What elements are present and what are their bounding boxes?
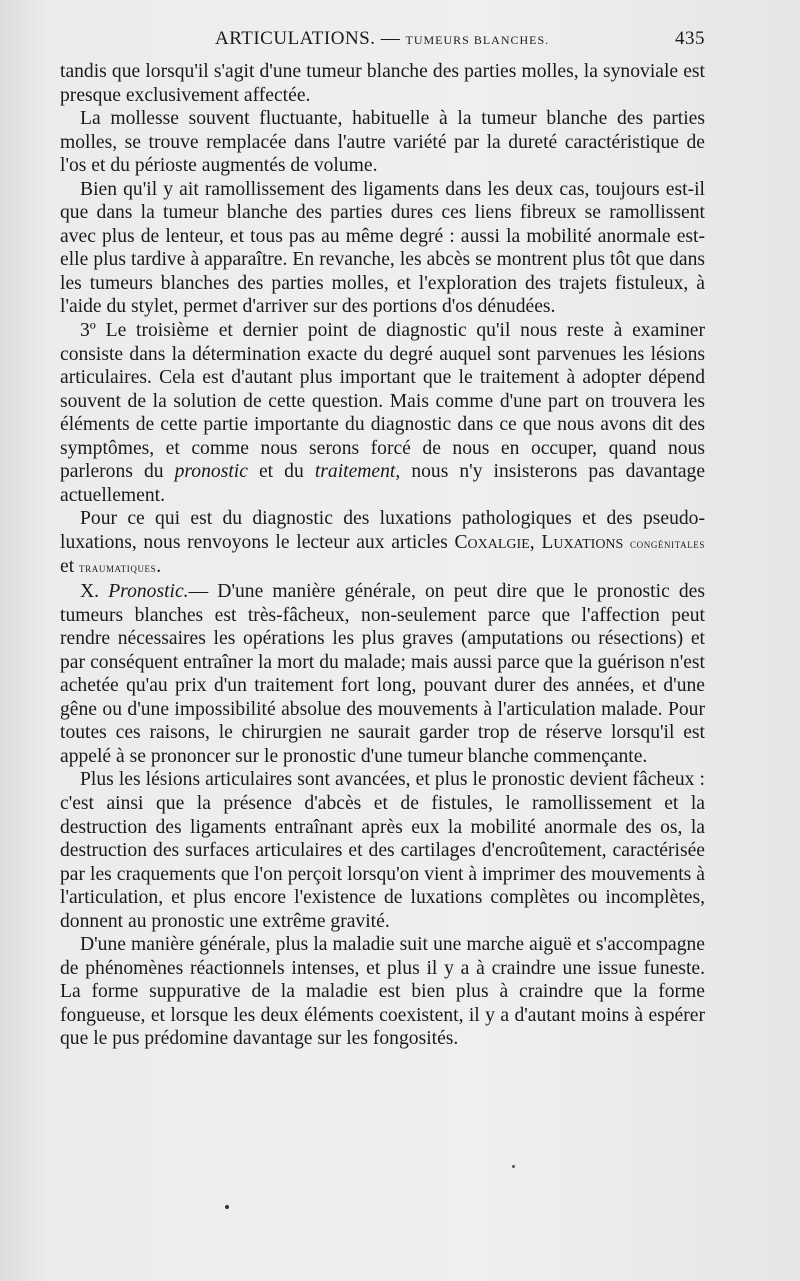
paragraph-6 xyxy=(60,580,705,768)
paragraph-8: D'une manière générale, plus la maladie suit une marche aiguë et s'accompagne de phénomènes réactionnels intenses, et plus il y a à craindre une issue funeste. La forme suppurative de la maladie est bien plus à craindre que la forme fongueuse, et lorsque les deux éléments coexistent, il y a d'autant moins à espérer que le pus prédomine davantage sur les fongosités. xyxy=(60,934,705,1050)
traitement-emphasis: traitement xyxy=(314,461,396,483)
header-title: ARTICULATIONS. xyxy=(215,28,376,49)
paragraph-4-text: 3º Le troisième et dernier point de diagnostic qu'il nous reste à examiner consiste dans la détermination exacte du degré auquel sont parvenues les lésions articulaires. Cela est d'autant plus important que le traitement à adopter dépend souvent de la solution de cette question. Mais comme d'une part on trouvera les éléments de cette partie importante du diagnostic dans ce que nous avons dit des symptômes, et comme nous serons forcé de nous en occuper, quand nous parlerons du xyxy=(60,320,705,483)
ink-speck xyxy=(225,1205,229,1209)
ref-luxations: Luxations xyxy=(541,531,624,553)
paragraph-5-text: Pour ce qui est du diagnostic des luxations pathologiques et des pseudo-luxations, nous renvoyons le lecteur aux articles xyxy=(60,508,705,553)
ink-speck xyxy=(512,1165,515,1168)
paragraph-5-end: . xyxy=(156,556,162,578)
ref-traumatiques: traumatiques xyxy=(79,560,157,576)
paragraph-3: Bien qu'il y ait ramollissement des ligaments dans les deux cas, toujours est-il que dans la tumeur blanche des parties dures ces liens fibreux se ramollissent avec plus de lenteur, et tous pas au même degré : aussi la mobilité anormale est-elle plus tardive à apparaître. En revanche, les abcès se montrent plus tôt que dans les tumeurs blanches des parties molles, et l'exploration des trajets fistuleux, à l'aide du stylet, permet d'arriver sur des portions d'os dénudées. xyxy=(60,178,705,318)
section-number: X. xyxy=(80,581,100,603)
paragraph-2: La mollesse souvent fluctuante, habituelle à la tumeur blanche des parties molles, se trouve remplacée dans l'autre variété par la dureté caractéristique de l'os et du périoste augmentés de volume. xyxy=(60,108,705,177)
pronostic-emphasis: pronostic xyxy=(174,461,248,483)
ref-congenitales: congénitales xyxy=(630,535,705,551)
paragraph-1: tandis que lorsqu'il s'agit d'une tumeur blanche des parties molles, la synoviale est presque exclusivement affectée. xyxy=(60,61,705,106)
page-number: 435 xyxy=(675,28,705,49)
ref-coxalgie: Coxalgie xyxy=(454,531,530,553)
paragraph-4-end: , nous n'y insisterons pas davantage actuellement. xyxy=(60,461,706,506)
paragraph-4 xyxy=(60,319,705,507)
body-text xyxy=(60,60,705,1051)
ref-separator: , xyxy=(529,531,535,553)
running-title xyxy=(215,28,549,50)
paragraph-5 xyxy=(60,507,705,580)
section-heading: Pronostic. xyxy=(108,581,189,603)
header-dash: — xyxy=(380,28,401,49)
paragraph-4-mid: et du xyxy=(258,461,304,483)
paragraph-6-text: — D'une manière générale, on peut dire que le pronostic des tumeurs blanches est très-fâcheux, non-seulement parce que l'affection peut rendre nécessaires les opérations les plus graves (amputations ou résections) et par conséquent entraîner la mort du malade; mais aussi parce que la guérison n'est achetée qu'au prix d'un traitement fort long, pouvant durer des années, et d'une gêne ou d'une impossibilité absolue des mouvements à l'articulation malade. Pour toutes ces raisons, le chirurgien ne saurait garder trop de réserve lorsqu'il est appelé à se prononcer sur le pronostic d'une tumeur blanche commençante. xyxy=(60,581,706,767)
header-subtitle: TUMEURS BLANCHES. xyxy=(405,33,550,47)
ref-and: et xyxy=(60,556,75,578)
running-header xyxy=(60,28,705,56)
paragraph-7: Plus les lésions articulaires sont avancées, et plus le pronostic devient fâcheux : c'est ainsi que la présence d'abcès et de fistules, le ramollissement et la destruction des ligaments entraînant après eux la mobilité anormale des os, la destruction des surfaces articulaires et des cartilages d'encroûtement, caractérisée par les craquements que l'on perçoit lorsqu'on vient à imprimer des mouvements à l'articulation, et plus encore l'existence de luxations complètes ou incomplètes, donnent au pronostic une extrême gravité. xyxy=(60,769,705,932)
